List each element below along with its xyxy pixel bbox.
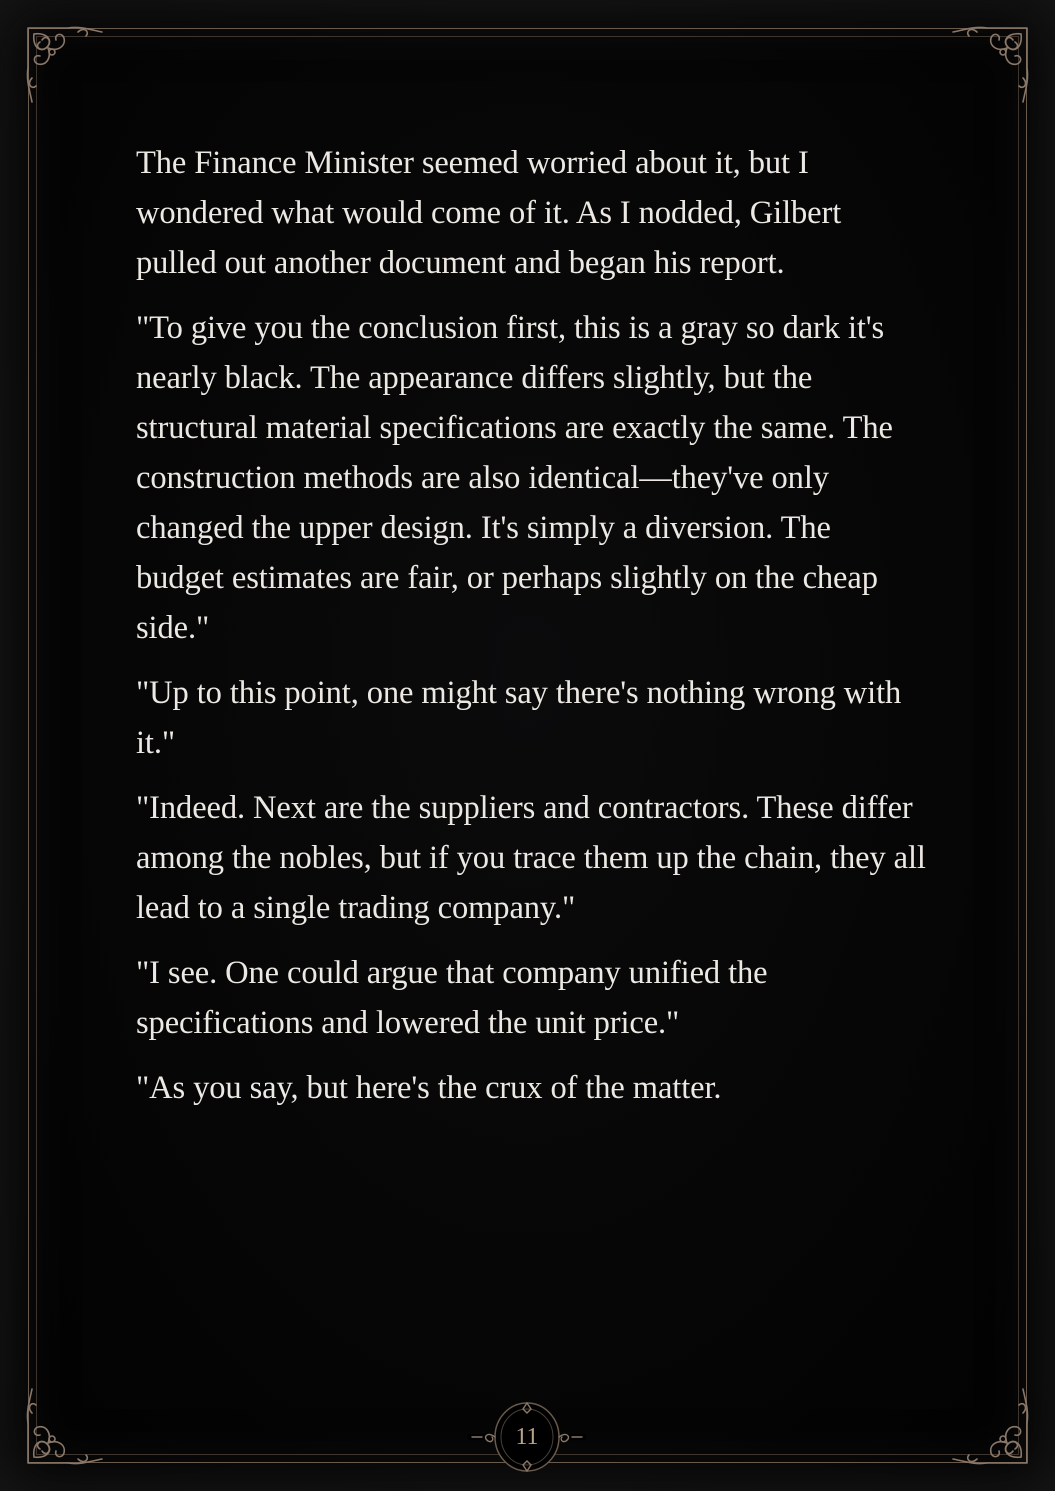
paragraph: "Indeed. Next are the suppliers and contractors. These differ among the nobles, but if you trace them up the chain, they all lead to a single trading company." [136,790,926,926]
filigree-corner-icon [18,1377,114,1473]
page-number-badge [468,1398,586,1478]
paragraph: "Up to this point, one might say there's nothing wrong with it." [136,675,902,761]
paragraph: "As you say, but here's the crux of the matter. [136,1070,722,1106]
filigree-corner-icon [941,1377,1037,1473]
paragraph: "I see. One could argue that company unified the specifications and lowered the unit price." [136,955,768,1041]
filigree-corner-icon [941,18,1037,114]
paragraph: "To give you the conclusion first, this is a gray so dark it's nearly black. The appearance differs slightly, but the structural material specifications are exactly the same. The construction methods are also identical—they've only changed the upper design. It's simply a diversion. The budget estimates are fair, or perhaps slightly on the cheap side." [136,310,893,646]
paragraph: The Finance Minister seemed worried about it, but I wondered what would come of it. As I nodded, Gilbert pulled out another document and began his report. [136,145,842,281]
filigree-corner-icon [18,18,114,114]
page-number: 11 [515,1424,539,1450]
story-text [136,138,926,1128]
